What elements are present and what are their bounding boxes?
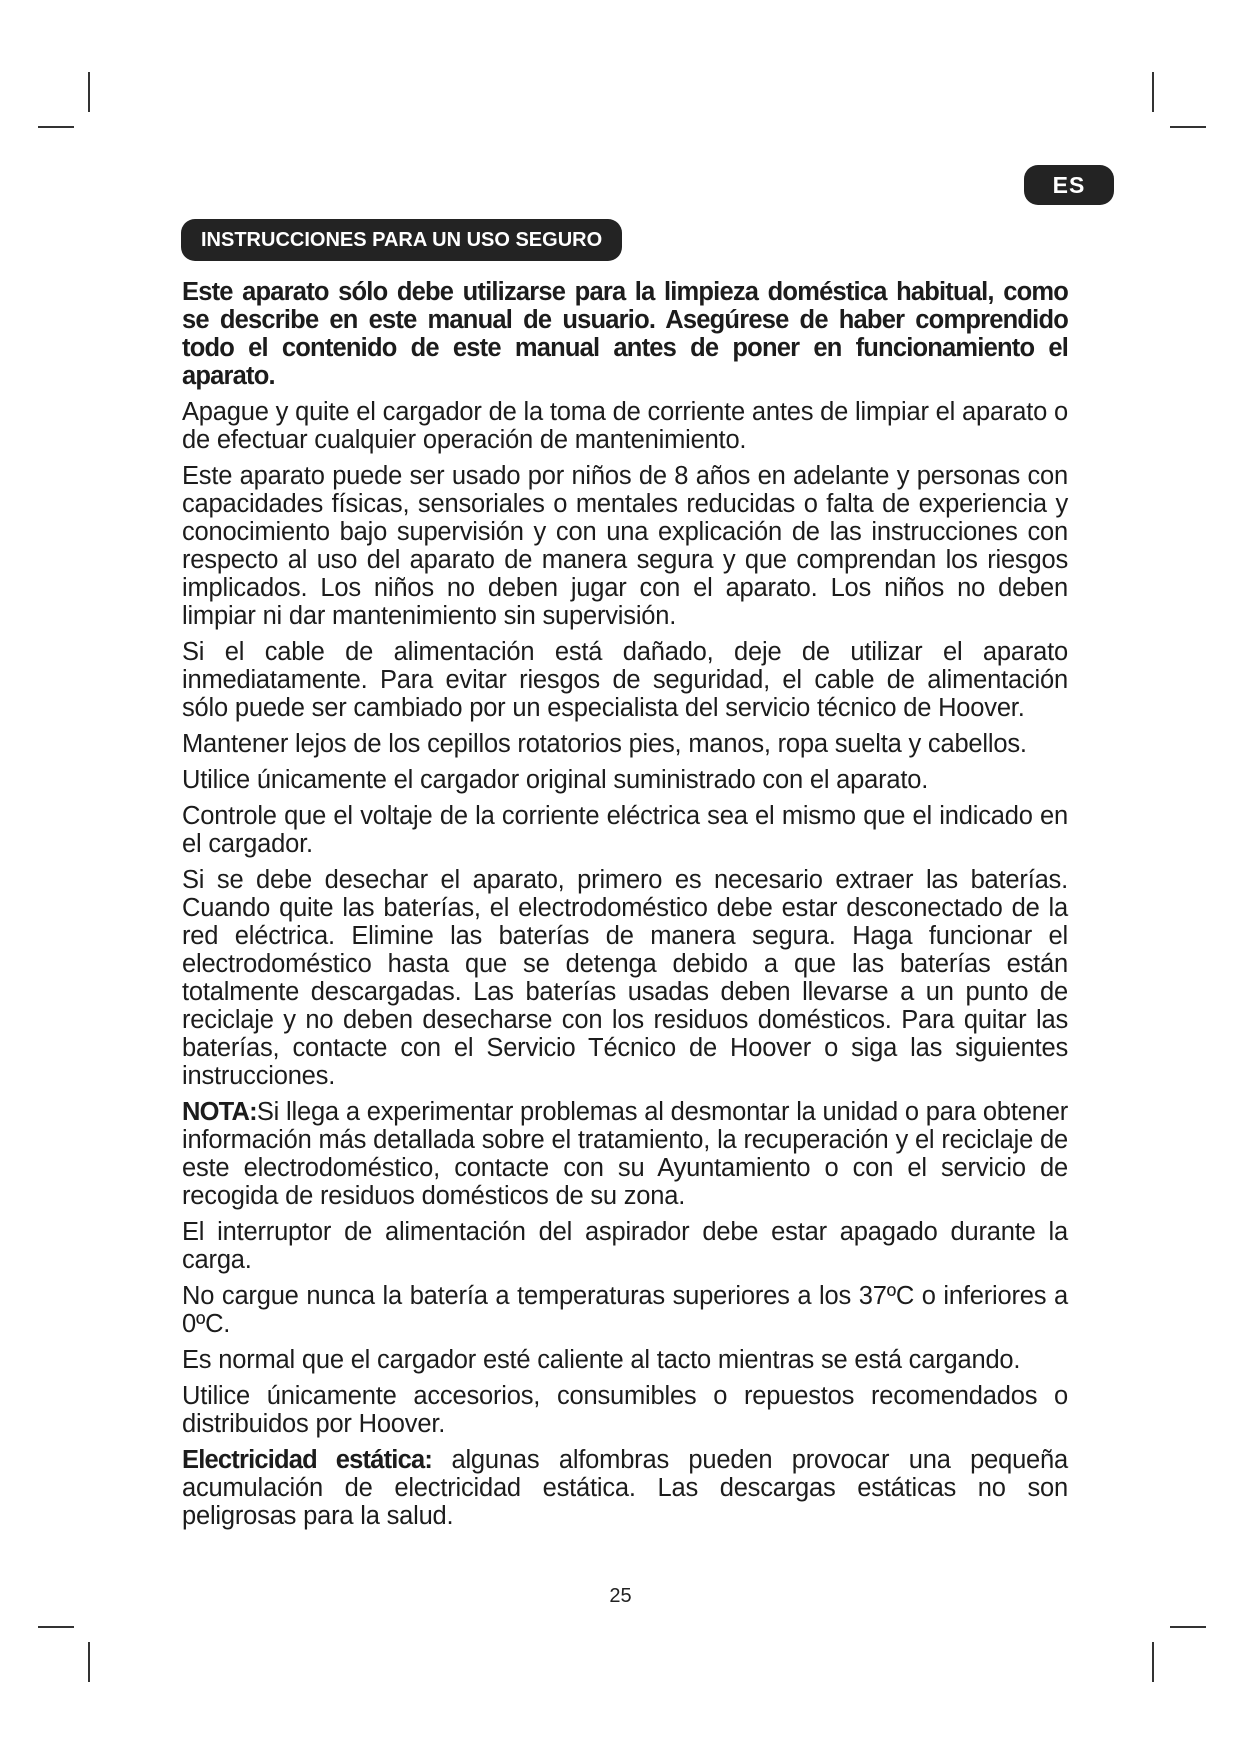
- crop-mark-bottom-left-horizontal: [38, 1626, 74, 1628]
- crop-mark-bottom-right-vertical: [1152, 1642, 1154, 1682]
- paragraph-static: [182, 1446, 1068, 1530]
- paragraph-unplug: Apague y quite el cargador de la toma de corriente antes de limpiar el aparato o de efectuar cualquier operación de mantenimiento.: [182, 398, 1068, 454]
- paragraph-accessories: Utilice únicamente accesorios, consumibles o repuestos recomendados o distribuidos por Hoover.: [182, 1382, 1068, 1438]
- note-label: NOTA:: [182, 1098, 257, 1126]
- paragraph-cable: Si el cable de alimentación está dañado, deje de utilizar el aparato inmediatamente. Para evitar riesgos de seguridad, el cable de alimentación sólo puede ser cambiado por un especialista del servicio técnico de Hoover.: [182, 638, 1068, 722]
- crop-mark-bottom-left-vertical: [88, 1642, 90, 1682]
- page-number: 25: [609, 1585, 632, 1607]
- paragraph-brushes: Mantener lejos de los cepillos rotatorios pies, manos, ropa suelta y cabellos.: [182, 730, 1027, 758]
- note-text: Si llega a experimentar problemas al desmontar la unidad o para obtener información más detallada sobre el tratamiento, la recuperación y el reciclaje de este electrodoméstico, contacte con su Ayuntamiento o con el servicio de recogida de residuos domésticos de su zona.: [182, 1098, 1068, 1210]
- crop-mark-top-right-horizontal: [1170, 126, 1206, 128]
- paragraph-voltage: Controle que el voltaje de la corriente eléctrica sea el mismo que el indicado en el cargador.: [182, 802, 1068, 858]
- language-badge: ES: [1024, 165, 1114, 205]
- paragraph-usage: Este aparato sólo debe utilizarse para la limpieza doméstica habitual, como se describe en este manual de usuario. Asegúrese de haber comprendido todo el contenido de este manual antes de poner en funcionamiento el aparato.: [182, 278, 1068, 390]
- safety-instructions-body: [182, 278, 1068, 1538]
- paragraph-batteries: Si se debe desechar el aparato, primero es necesario extraer las baterías. Cuando quite las baterías, el electrodoméstico debe estar desconectado de la red eléctrica. Elimine las baterías de manera segura. Haga funcionar el electrodoméstico hasta que se detenga debido a que las baterías están totalmente descargadas. Las baterías usadas deben llevarse a un punto de reciclaje y no deben desecharse con los residuos domésticos. Para quitar las baterías, contacte con el Servicio Técnico de Hoover o siga las siguientes instrucciones.: [182, 866, 1068, 1090]
- paragraph-children: Este aparato puede ser usado por niños de 8 años en adelante y personas con capacidades físicas, sensoriales o mentales reducidas o falta de experiencia y conocimiento bajo supervisión y con una explicación de las instrucciones con respecto al uso del aparato de manera segura y que comprendan los riesgos implicados. Los niños no deben jugar con el aparato. Los niños no deben limpiar ni dar mantenimiento sin supervisión.: [182, 462, 1068, 630]
- crop-mark-top-left-horizontal: [38, 126, 74, 128]
- paragraph-charger: Utilice únicamente el cargador original suministrado con el aparato.: [182, 766, 929, 794]
- crop-mark-top-left-vertical: [88, 72, 90, 112]
- crop-mark-top-right-vertical: [1152, 72, 1154, 112]
- static-label: Electricidad estática:: [182, 1446, 433, 1474]
- crop-mark-bottom-right-horizontal: [1170, 1626, 1206, 1628]
- paragraph-charger-heat: Es normal que el cargador esté caliente al tacto mientras se está cargando.: [182, 1346, 1021, 1374]
- paragraph-note: [182, 1098, 1068, 1210]
- section-title: INSTRUCCIONES PARA UN USO SEGURO: [181, 219, 622, 261]
- static-text: algunas alfombras pueden provocar una pequeña acumulación de electricidad estática. Las descargas estáticas no son peligrosas para la salud.: [182, 1446, 1069, 1530]
- paragraph-switch: El interruptor de alimentación del aspirador debe estar apagado durante la carga.: [182, 1218, 1068, 1274]
- paragraph-temperature: No cargue nunca la batería a temperaturas superiores a los 37ºC o inferiores a 0ºC.: [182, 1282, 1068, 1338]
